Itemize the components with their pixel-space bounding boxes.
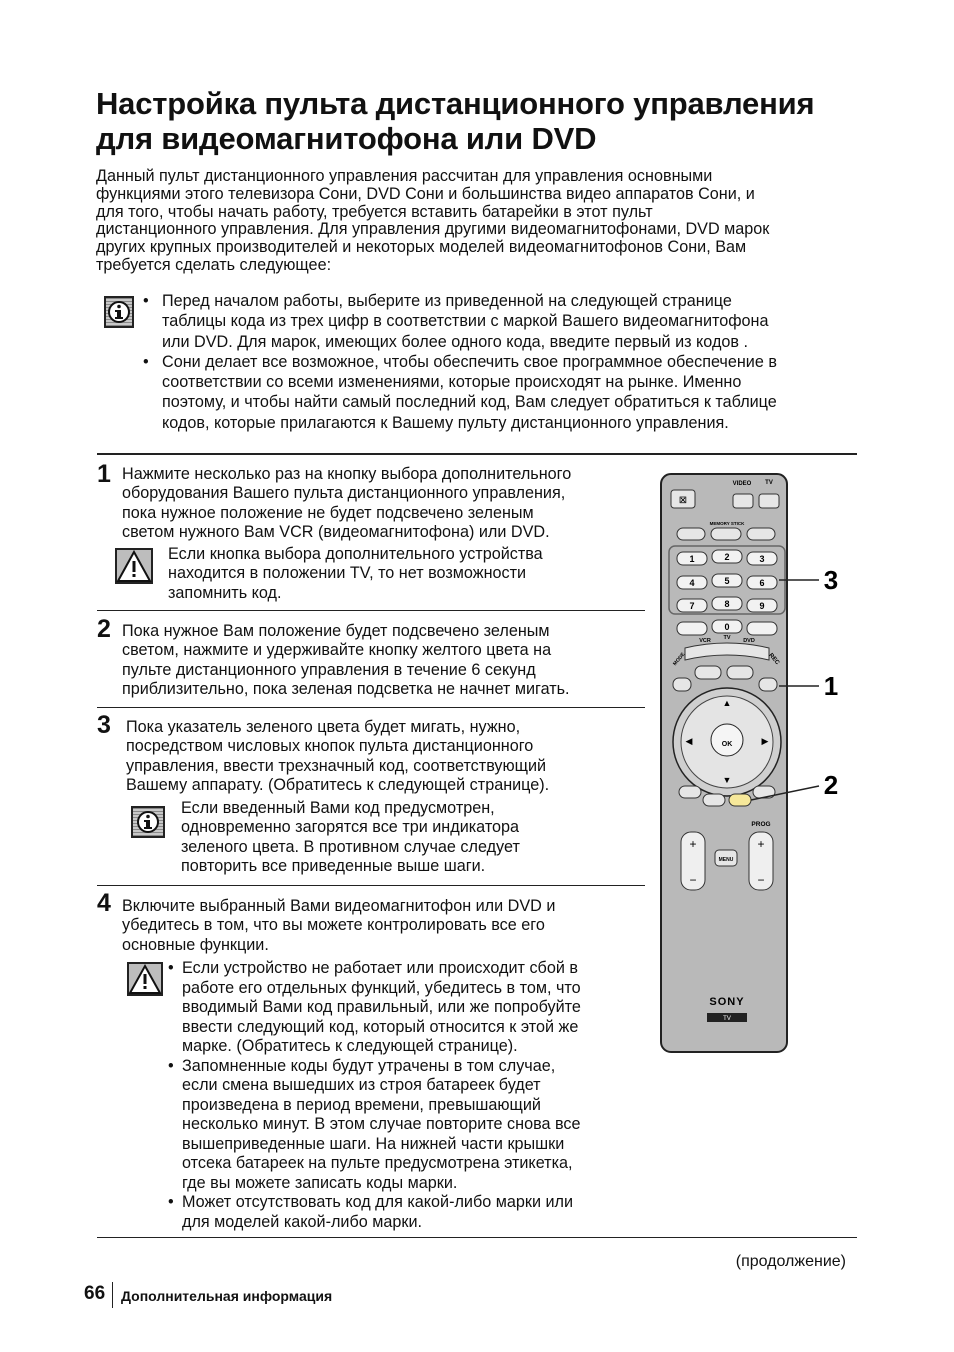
warning-item: • Если устройство не работает или происходит сбой в работе его отдельных функций, убедитесь в том, что вводимый Вами код правильный, или же попробуйте ввести следующий код, который относится к этой же марке. (Обратитесь к следующей странице). [168,959,648,1057]
step-2-number: 2 [97,615,111,643]
continued-label: (продолжение) [735,1253,846,1270]
step-divider [97,885,645,886]
warning-item: • Может отсутствовать код для какой-либо марки или для моделей какой-либо марки. [168,1193,648,1232]
remote-control-illustration [655,470,870,1060]
callout-1: 1 [823,671,839,701]
note-item: • Сони делает все возможное, чтобы обеспечить свое программное обеспечение в соответствии со всеми изменениями, которые происходят на рынке. Именно поэтому, и чтобы найти самый последний код, Вам следует обратиться к таблице кодов, которые прилагаются к Вашему пульту дистанционного управления. [141,352,866,433]
page-number: 66 [84,1283,106,1304]
note-item: • Перед началом работы, выберите из приведенной на следующей странице таблицы кода из трех цифр в соответствии с маркой Вашего видеомагнитофона или DVD. Для марок, имеющих более одного кода, введите первый из кодов . [141,291,866,352]
step-3-number: 3 [97,711,111,739]
intro-line: требуется сделать следующее: [96,255,332,274]
warning-icon [127,962,163,996]
footer-separator [112,1282,113,1308]
info-icon [104,296,134,328]
intro-line: других крупных производителей и некоторых моделей видеомагнитофонов Сони, Вам [96,238,747,257]
digit-3: 3 [759,554,765,564]
remote-label-ok: OK [721,741,733,748]
remote-label-prog: PROG [751,821,771,828]
step-3-text: Пока указатель зеленого цвета будет мигать, нужно, посредством числовых кнопок пульта дистанционного управления, ввести трехзначный код, соответствующий Вашему аппарату. (Обратитесь к следующей странице). [126,718,550,794]
intro-paragraph [96,168,866,275]
step-2-text: Пока нужное Вам положение будет подсвечено зеленым светом, нажмите и удерживайте кнопку желтого цвета на пульте дистанционного управления в течение 6 секунд приблизительно, пока зеленая подсветка не начнет мигать. [122,622,570,698]
digit-9: 9 [759,601,765,611]
svg-text:−: − [757,873,765,887]
intro-line: дистанционного управления. Для управления другими видеомагнитофонами, DVD марок [96,220,770,239]
remote-label-tv-small: TV [723,635,731,641]
page-title-line-1: Настройка пульта дистанционного управления [96,86,815,121]
digit-1: 1 [689,554,695,564]
step-divider [97,707,645,708]
svg-text:−: − [689,873,697,887]
svg-text:◀: ◀ [685,736,693,746]
callout-3: 3 [823,565,839,595]
digit-7: 7 [689,601,695,611]
callout-2: 2 [823,770,839,800]
digit-0: 0 [724,622,730,632]
step-4-number: 4 [97,889,111,917]
digit-4: 4 [689,578,695,588]
step-1-number: 1 [97,460,111,488]
warning-item: • Запомненные коды будут утрачены в том случае, если смена вышедших из строя батареек будет произведена в период времени, превышающий несколько минут. В этом случае повторите снова все вышеприведенные шаги. На нижней части крышки отсека батареек на пульте предусмотрена этикетка, где вы можете записать коды марки. [168,1057,648,1194]
warning-icon [115,548,153,584]
svg-text:▲: ▲ [722,698,732,708]
remote-label-memory-stick: MEMORY STICK [709,521,745,526]
top-notes-list [141,291,866,433]
remote-brand: SONY [709,996,745,1008]
remote-label-rec: REC [767,652,781,667]
step-4-text: Включите выбранный Вами видеомагнитофон или DVD и убедитесь в том, что вы можете контролировать все его основные функции. [122,897,556,954]
section-divider [97,453,857,455]
digit-2: 2 [724,552,730,562]
section-name: Дополнительная информация [121,1288,333,1304]
step-3-info-text: Если введенный Вами код предусмотрен, одновременно загорятся все три индикатора зеленого цвета. В противном случае следует повторить все приведенные выше шаги. [181,799,520,875]
step-4-warnings-list [168,959,648,1232]
intro-line: для того, чтобы начать работу, требуется вставить батарейки в этот пульт [96,202,653,221]
svg-text:+: + [757,837,765,851]
bottom-divider [97,1237,857,1238]
step-divider [97,610,645,611]
svg-text:+: + [689,837,697,851]
digit-6: 6 [759,578,765,588]
intro-line: функциями этого телевизора Сони, DVD Сони и большинства видео аппаратов Сони, и [96,184,755,203]
svg-text:⊠: ⊠ [678,495,688,506]
remote-label-dvd: DVD [743,638,755,644]
remote-label-vcr: VCR [699,638,711,644]
remote-label-mode: MODE [672,651,687,668]
remote-label-video: VIDEO [732,481,752,487]
step-1-warning-text: Если кнопка выбора дополнительного устройства находится в положении TV, то нет возможности запомнить код. [168,545,543,602]
remote-label-tv: TV [765,480,773,486]
intro-line: Данный пульт дистанционного управления рассчитан для управления основными [96,167,713,185]
page-title [96,86,876,156]
digit-8: 8 [724,599,730,609]
remote-label-menu: MENU [718,857,734,863]
svg-text:▶: ▶ [761,736,769,746]
step-1-text: Нажмите несколько раз на кнопку выбора дополнительного оборудования Вашего пульта дистанционного управления, пока нужное положение не будет подсвечено зеленым светом нужного Вам VCR (видеомагнитофона) или DVD. [122,465,572,541]
page-title-line-2: для видеомагнитофона или DVD [96,121,597,156]
digit-5: 5 [724,576,730,586]
svg-text:▼: ▼ [722,775,732,785]
remote-brand-sub: TV [723,1016,731,1022]
info-icon [131,806,165,838]
